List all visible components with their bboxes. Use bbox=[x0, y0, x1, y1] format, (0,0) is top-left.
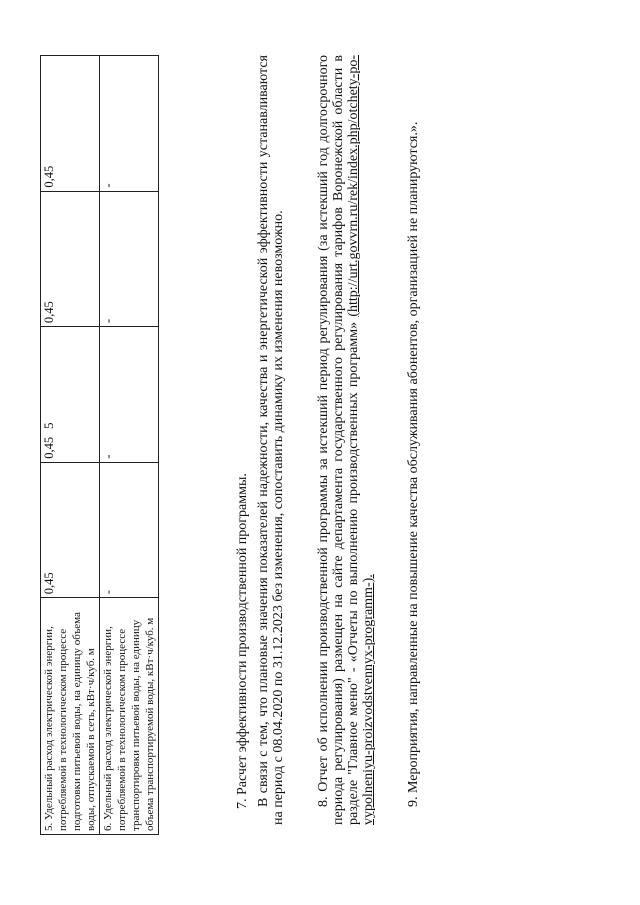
table-row bbox=[41, 56, 100, 835]
row-label: 6. Удельный расход электрической энергии, потребляемой в технологическом процессе транспортировки питьевой воды, на единицу объема транспортируемой воды, кВт·ч/куб. м bbox=[100, 598, 159, 835]
paragraph: 9. Мероприятия, направленные на повышение качества обслуживания абонентов, организацией не планируются.». bbox=[406, 121, 421, 807]
table-cell: 0,45 bbox=[41, 462, 100, 598]
table-cell: 0,45 bbox=[41, 56, 100, 192]
table-cell: - bbox=[100, 462, 159, 598]
paragraph: В связи с тем, что плановые значения показателей надежности, качества и энергетической эффективности устанавливаются на период с 08.04.2020 по 31.12.2023 без изменения, сопоставить динамику их изменения невозможно. bbox=[256, 55, 286, 825]
page-number: 5 bbox=[41, 422, 56, 429]
paragraph bbox=[316, 55, 376, 825]
table-cell: 0,45 bbox=[41, 191, 100, 327]
table-cell: - bbox=[100, 56, 159, 192]
indicators-table bbox=[40, 55, 159, 835]
row-label: 5. Удельный расход электрической энергии, потребляемой в технологическом процессе подготовки питьевой воды, на единицу объема воды, отпускаемой в сеть, кВт·ч/куб. м bbox=[41, 598, 100, 835]
table-row bbox=[100, 56, 159, 835]
section-heading: 7. Расчет эффективности производственной программы. bbox=[235, 473, 250, 809]
table-cell: - bbox=[100, 191, 159, 327]
paragraph-text: 8. Отчет об исполнении производственной программы за истекший период регулирования (за истекший год долгосрочного периода регулирования) размещен на сайте департамента государственного регулирования тарифов Воронежской области в разделе "Главное меню" - «Отчеты по выполнению производственных программ» bbox=[316, 55, 361, 825]
table-cell: 0,45 bbox=[41, 327, 100, 463]
report-link[interactable]: (http://urt.govvrn.ru/rek/index.php/otchety-po-vypolneniyu-proizvodstvennyx-programm-). bbox=[346, 55, 376, 825]
table-cell: - bbox=[100, 327, 159, 463]
